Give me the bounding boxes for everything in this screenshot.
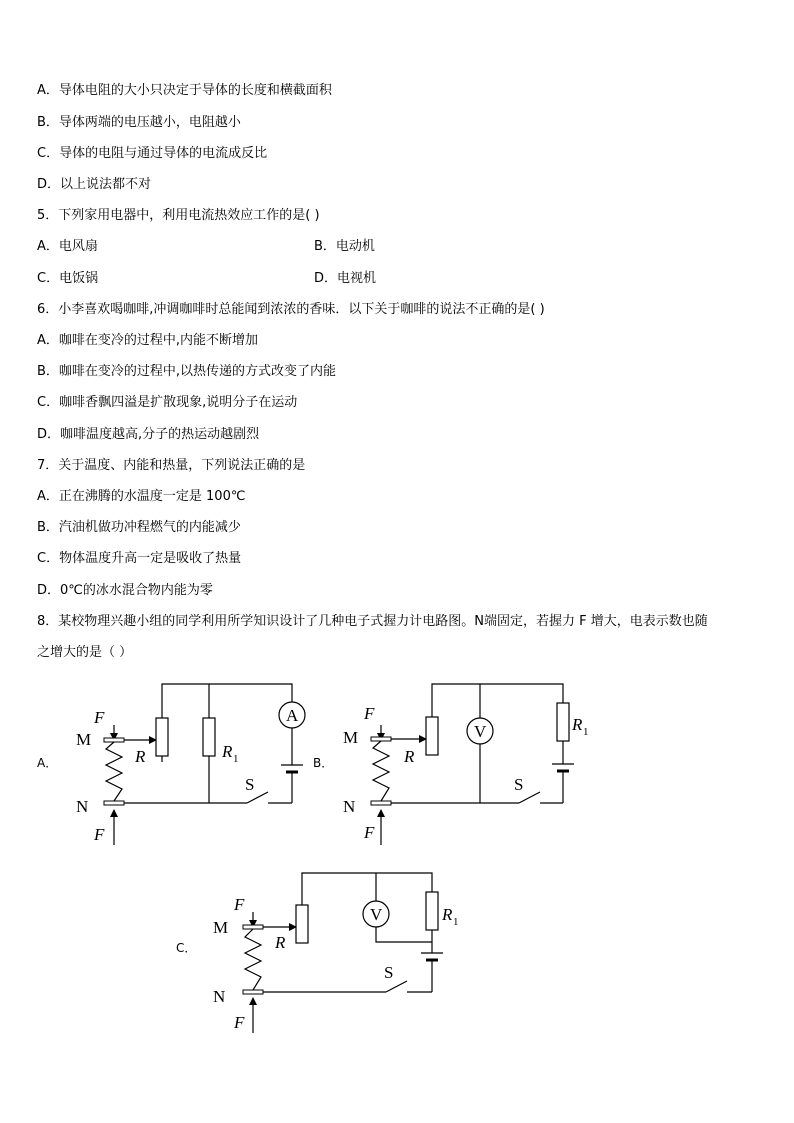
voltmeter-label: V xyxy=(370,905,383,924)
resistor-r1 xyxy=(203,718,215,756)
resistor-r1-label: R xyxy=(222,742,233,761)
q7-option-a: A．正在沸腾的水温度一定是 100℃ xyxy=(37,489,246,504)
q4-option-a: A．导体电阻的大小只决定于导体的长度和横截面积 xyxy=(37,83,332,98)
force-label-top: F xyxy=(364,704,375,723)
rheostat-r xyxy=(296,905,308,943)
force-label-top: F xyxy=(234,895,245,914)
q5-option-d: D．电视机 xyxy=(314,271,377,286)
q6-stem: 6．小李喜欢喝咖啡,冲调咖啡时总能闻到浓浓的香味．以下关于咖啡的说法不正确的是( ) xyxy=(37,302,545,317)
plate-n xyxy=(243,990,263,994)
q5-option-b: B．电动机 xyxy=(314,239,375,254)
plate-m-label: M xyxy=(213,918,229,937)
plate-n xyxy=(104,801,124,805)
resistor-r1-label: R xyxy=(442,905,453,924)
resistor-r1 xyxy=(426,892,438,930)
q4-option-c: C．导体的电阻与通过导体的电流成反比 xyxy=(37,146,268,161)
q7-option-c: C．物体温度升高一定是吸收了热量 xyxy=(37,551,242,566)
circuit-a-label: A． xyxy=(37,756,58,770)
resistor-r1-subscript: 1 xyxy=(453,916,459,928)
circuit-b-label: B． xyxy=(313,756,334,770)
circuit-c xyxy=(176,873,459,1033)
plate-m-label: M xyxy=(76,730,92,749)
q7-stem: 7．关于温度、内能和热量，下列说法正确的是 xyxy=(37,458,306,473)
resistor-r1-label: R xyxy=(572,715,583,734)
plate-m xyxy=(371,737,391,741)
rheostat-r xyxy=(426,717,438,755)
plate-n xyxy=(371,801,391,805)
spring xyxy=(106,742,122,801)
wire xyxy=(376,927,432,942)
q8-stem-line1: 8．某校物理兴趣小组的同学利用所学知识设计了几种电子式握力计电路图。N端固定，若握力 F 增大，电表示数也随 xyxy=(37,614,708,629)
spring xyxy=(373,741,389,801)
top-wire xyxy=(302,873,432,905)
resistor-r1 xyxy=(557,703,569,741)
q5-option-a: A．电风扇 xyxy=(37,239,98,254)
force-label-bottom: F xyxy=(364,823,375,842)
rheostat-r xyxy=(156,718,168,756)
q7-option-b: B．汽油机做功冲程燃气的内能减少 xyxy=(37,520,241,535)
force-label-bottom: F xyxy=(234,1013,245,1032)
switch-label: S xyxy=(384,963,394,982)
rheostat-label: R xyxy=(275,933,286,952)
q6-option-c: C．咖啡香飘四溢是扩散现象,说明分子在运动 xyxy=(37,395,298,410)
q5-option-c: C．电饭锅 xyxy=(37,271,99,286)
q6-option-d: D．咖啡温度越高,分子的热运动越剧烈 xyxy=(37,427,260,442)
rheostat-label: R xyxy=(404,747,415,766)
switch-label: S xyxy=(245,775,255,794)
plate-n-label: N xyxy=(213,987,226,1006)
resistor-r1-subscript: 1 xyxy=(583,726,589,738)
force-label-top: F xyxy=(94,708,105,727)
resistor-r1-subscript: 1 xyxy=(233,753,239,765)
plate-m xyxy=(104,738,124,742)
top-wire xyxy=(162,684,292,718)
ammeter-label: A xyxy=(286,706,299,725)
circuit-c-label: C． xyxy=(176,941,197,955)
switch-label: S xyxy=(514,775,524,794)
q4-option-b: B．导体两端的电压越小，电阻越小 xyxy=(37,115,241,130)
q7-option-d: D．0℃的冰水混合物内能为零 xyxy=(37,583,213,598)
q6-option-a: A．咖啡在变冷的过程中,内能不断增加 xyxy=(37,333,259,348)
circuit-a xyxy=(37,684,305,845)
spring xyxy=(245,929,261,990)
q8-stem-line2: 之增大的是（ ） xyxy=(37,645,133,660)
plate-m xyxy=(243,925,263,929)
voltmeter-label: V xyxy=(474,722,487,741)
force-label-bottom: F xyxy=(94,825,105,844)
plate-n-label: N xyxy=(343,797,356,816)
q5-stem: 5．下列家用电器中，利用电流热效应工作的是( ) xyxy=(37,208,320,223)
plate-n-label: N xyxy=(76,797,89,816)
top-wire xyxy=(432,684,563,717)
switch-s xyxy=(386,981,407,992)
q6-option-b: B．咖啡在变冷的过程中,以热传递的方式改变了内能 xyxy=(37,364,337,379)
rheostat-label: R xyxy=(135,747,146,766)
q4-option-d: D．以上说法都不对 xyxy=(37,177,152,192)
plate-m-label: M xyxy=(343,728,359,747)
circuit-b xyxy=(313,684,589,845)
